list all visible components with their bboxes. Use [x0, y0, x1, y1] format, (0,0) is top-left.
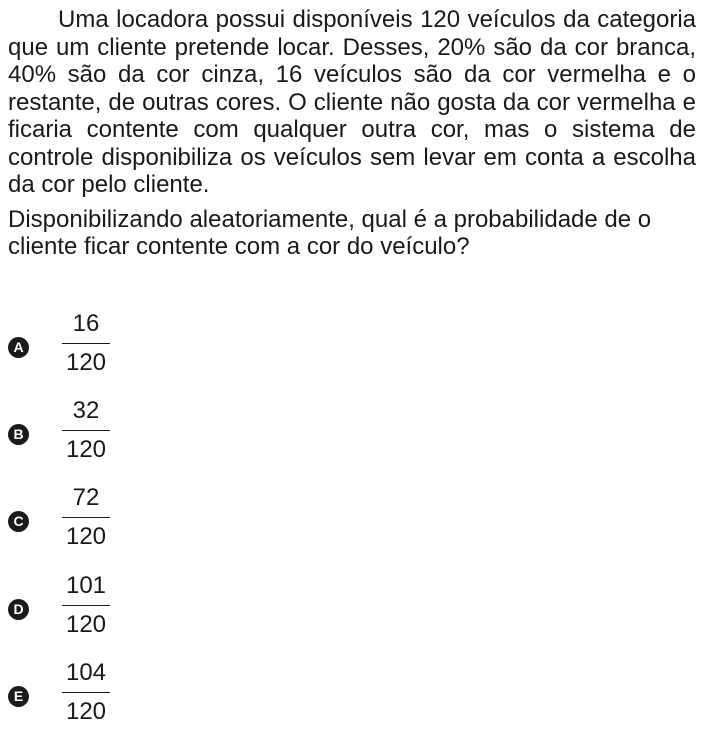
option-e[interactable] — [8, 659, 208, 729]
fraction-bar — [62, 517, 110, 518]
option-b[interactable] — [8, 397, 208, 467]
fraction-denominator: 120 — [65, 436, 107, 463]
question-prompt: Disponibilizando aleatoriamente, qual é a probabilidade de o cliente ficar contente com a cor do veículo? — [8, 205, 652, 260]
fraction-numerator: 32 — [72, 397, 100, 424]
option-letter-badge: C — [8, 511, 29, 532]
fraction-bar — [62, 343, 110, 344]
fraction-denominator: 120 — [65, 523, 107, 550]
option-fraction — [62, 484, 110, 551]
fraction-numerator: 72 — [72, 484, 100, 511]
option-letter-badge: A — [8, 337, 29, 358]
option-fraction — [62, 310, 110, 377]
fraction-bar — [62, 692, 110, 693]
fraction-bar — [62, 430, 110, 431]
option-letter-badge: D — [8, 599, 29, 620]
option-d[interactable] — [8, 572, 208, 642]
fraction-denominator: 120 — [65, 698, 107, 725]
fraction-numerator: 101 — [65, 572, 107, 599]
option-letter-badge: B — [8, 424, 29, 445]
fraction-denominator: 120 — [65, 611, 107, 638]
option-a[interactable] — [8, 310, 208, 380]
option-letter-badge: E — [8, 686, 29, 707]
option-fraction — [62, 659, 110, 726]
question-stem: Uma locadora possui disponíveis 120 veículos da categoria que um cliente pretende locar. Desses, 20% são da cor branca, 40% são da cor cinza, 16 veículos são da cor vermelha e o restante, de outras cores. O cliente não gosta da cor vermelha e ficaria contente com qualquer outra cor, mas o sistema de controle disponibiliza os veículos sem levar em conta a escolha da cor pelo cliente. — [8, 6, 696, 198]
option-fraction — [62, 397, 110, 464]
fraction-bar — [62, 605, 110, 606]
fraction-numerator: 16 — [72, 310, 100, 337]
option-fraction — [62, 572, 110, 639]
question-text — [8, 6, 696, 261]
fraction-numerator: 104 — [65, 659, 107, 686]
fraction-denominator: 120 — [65, 349, 107, 376]
option-c[interactable] — [8, 484, 208, 554]
